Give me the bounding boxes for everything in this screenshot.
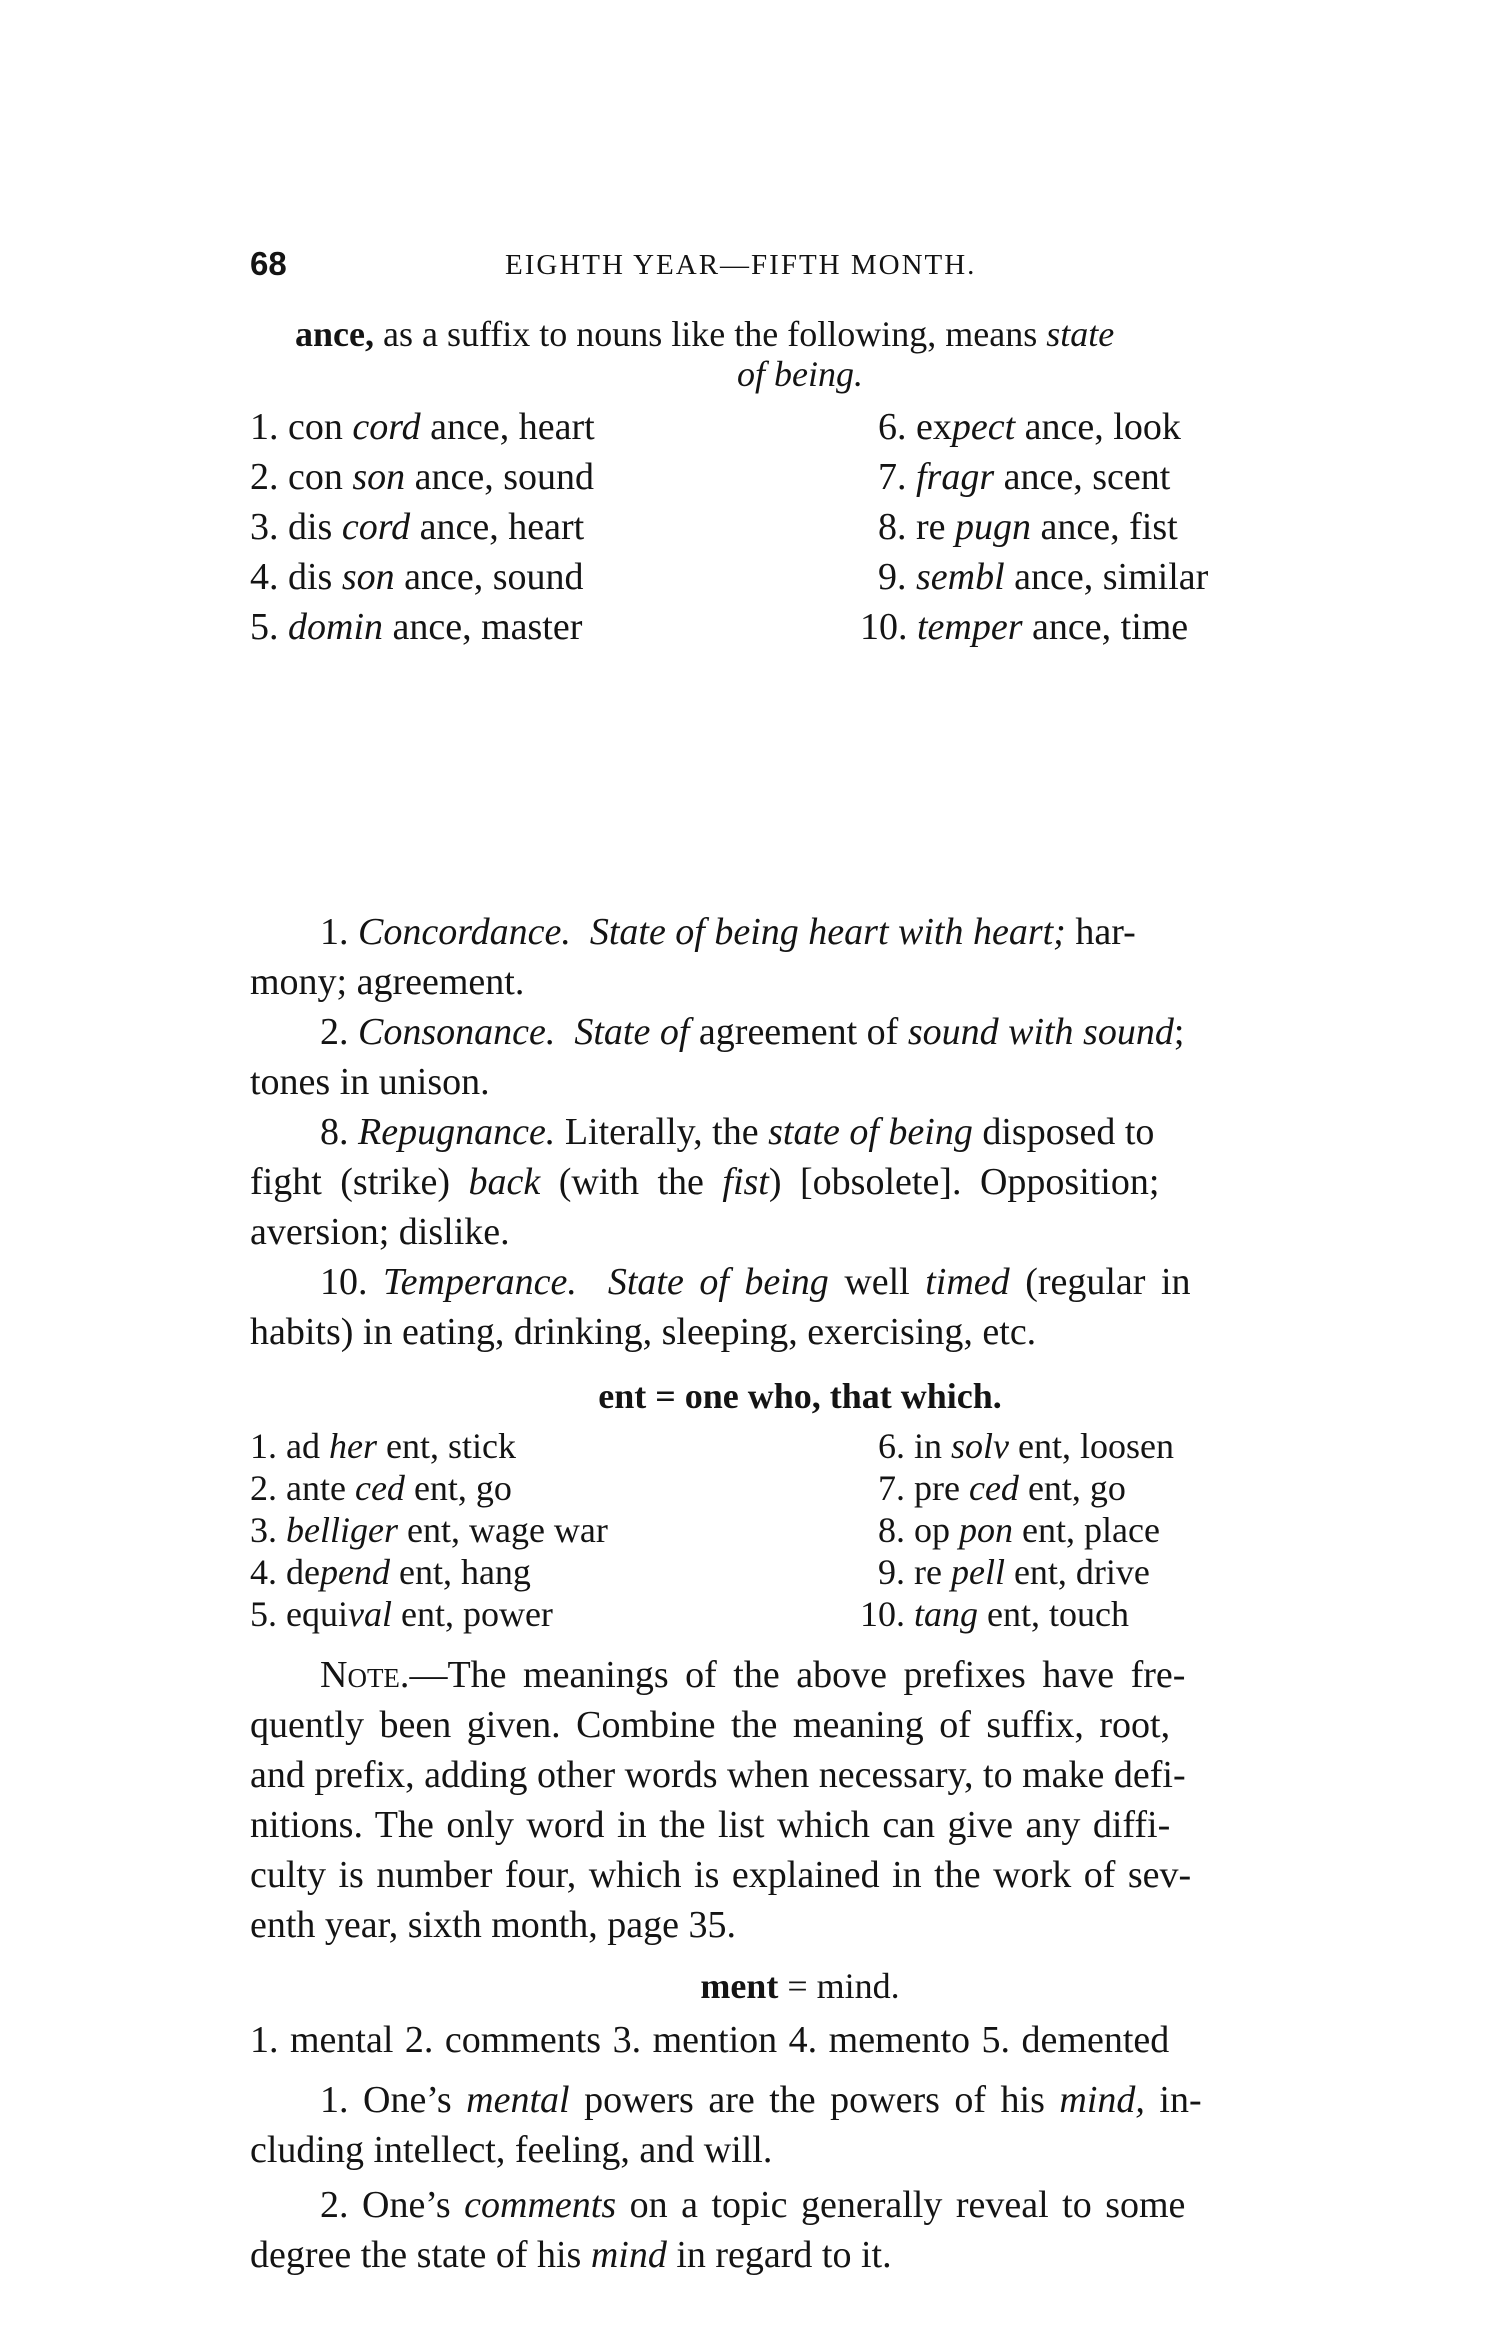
item-root: cord xyxy=(352,406,421,448)
ment-p2-line2 xyxy=(250,2230,892,2280)
ance-list-item xyxy=(250,605,582,649)
def-text: ) [obsolete]. Opposition; xyxy=(768,1161,1160,1203)
ent-list-item xyxy=(878,1425,1174,1467)
item-root: pect xyxy=(951,406,1016,448)
def-em: state of being xyxy=(768,1111,973,1153)
item-suffix: ent, place xyxy=(1013,1510,1160,1550)
def-em: State of xyxy=(574,1011,690,1053)
def-em: State of being heart with heart; xyxy=(589,911,1066,953)
note-line1 xyxy=(320,1650,1185,1700)
item-root: son xyxy=(341,556,395,598)
ance-intro-em: state xyxy=(1046,314,1115,354)
def-em: State of being xyxy=(607,1261,829,1303)
item-number: 10. xyxy=(860,1594,914,1634)
ment-em: comments xyxy=(464,2184,617,2226)
ment-text: 1. One’s xyxy=(320,2079,467,2121)
item-prefix: dis xyxy=(288,506,342,548)
note-line2: quently been given. Combine the meaning of suffix, root, xyxy=(250,1704,1171,1746)
item-prefix: ad xyxy=(286,1426,329,1466)
def-mid: Literally, the xyxy=(555,1111,769,1153)
def-text: fight (strike) xyxy=(250,1161,469,1203)
item-number: 8. xyxy=(878,506,916,548)
item-prefix: ex xyxy=(916,406,952,448)
item-suffix: ance, sound xyxy=(394,556,584,598)
def-mid: agreement of xyxy=(689,1011,908,1053)
ance-term: ance, xyxy=(295,314,374,354)
ance-list-item xyxy=(250,455,594,499)
item-prefix: pre xyxy=(914,1468,969,1508)
item-prefix: de xyxy=(286,1552,320,1592)
ment-p1-line2: cluding intellect, feeling, and will. xyxy=(250,2129,773,2171)
item-root: her xyxy=(328,1426,377,1466)
def-em2: fist xyxy=(722,1161,769,1203)
ment-em: mind xyxy=(590,2234,667,2276)
item-number: 4. xyxy=(250,1552,286,1592)
item-suffix: ance, heart xyxy=(420,406,595,448)
page-number: 68 xyxy=(250,245,287,282)
ent-list-item xyxy=(250,1425,516,1467)
item-number: 2. xyxy=(250,1468,286,1508)
ment-text: in regard to it. xyxy=(666,2234,892,2276)
item-suffix: ance, master xyxy=(383,606,583,648)
item-number: 9. xyxy=(878,1552,914,1592)
item-number: 7. xyxy=(878,1468,914,1508)
item-prefix: con xyxy=(288,406,353,448)
item-suffix: ent, power xyxy=(391,1594,553,1634)
item-suffix: ent, hang xyxy=(389,1552,531,1592)
def-word: Consonance. xyxy=(358,1011,556,1053)
def-temperance-line2: habits) in eating, drinking, sleeping, exercising, etc. xyxy=(250,1311,1037,1353)
ment-em: mental xyxy=(466,2079,570,2121)
ment-p1-line1 xyxy=(320,2075,1202,2125)
item-root: fragr xyxy=(916,456,995,498)
note-text: —The meanings of the above prefixes have fre- xyxy=(409,1654,1186,1696)
ance-list-item xyxy=(250,405,595,449)
item-suffix: ent, wage war xyxy=(397,1510,608,1550)
ment-text: on a topic generally reveal to some xyxy=(616,2184,1186,2226)
item-number: 3. xyxy=(250,1510,286,1550)
def-mid2: disposed to xyxy=(972,1111,1155,1153)
ment-text: in- xyxy=(1144,2079,1202,2121)
def-consonance-line1 xyxy=(320,1007,1184,1057)
note-label: Note. xyxy=(320,1654,410,1696)
item-suffix: ance, look xyxy=(1015,406,1181,448)
def-mid: well xyxy=(828,1261,926,1303)
ance-list-item xyxy=(860,605,1188,649)
ent-list-item xyxy=(250,1467,512,1509)
item-prefix: op xyxy=(914,1510,959,1550)
ance-list-item xyxy=(250,505,584,549)
def-number: 8. xyxy=(320,1111,358,1153)
item-prefix: re xyxy=(916,506,956,548)
ent-list-item xyxy=(250,1593,553,1635)
item-root: temper xyxy=(917,606,1023,648)
item-prefix: ante xyxy=(286,1468,355,1508)
item-number: 4. xyxy=(250,556,288,598)
item-number: 9. xyxy=(878,556,916,598)
def-repugnance-line1 xyxy=(320,1107,1350,1157)
item-root: tang xyxy=(914,1594,979,1634)
item-number: 1. xyxy=(250,406,288,448)
note-line5: culty is number four, which is explained in the work of sev- xyxy=(250,1854,1192,1896)
item-suffix: ent, go xyxy=(1018,1468,1126,1508)
ment-text: degree the state of his xyxy=(250,2234,591,2276)
item-suffix: ance, fist xyxy=(1031,506,1178,548)
def-repugnance-line3: aversion; dislike. xyxy=(250,1211,510,1253)
ent-list-item xyxy=(878,1467,1126,1509)
def-concordance-line2: mony; agreement. xyxy=(250,961,525,1003)
item-suffix: ance, heart xyxy=(410,506,585,548)
def-word: Temperance. xyxy=(383,1261,577,1303)
item-root: pugn xyxy=(955,506,1032,548)
note-line3: and prefix, adding other words when necessary, to make defi- xyxy=(250,1754,1186,1796)
item-number: 10. xyxy=(860,606,917,648)
item-root: pell xyxy=(950,1552,1005,1592)
note-line4: nitions. The only word in the list which can give any diffi- xyxy=(250,1804,1171,1846)
ment-em2: mind, xyxy=(1059,2079,1145,2121)
ment-heading xyxy=(250,1965,1350,2007)
note-line6: enth year, sixth month, page 35. xyxy=(250,1904,737,1946)
item-suffix: ance, scent xyxy=(994,456,1171,498)
def-concordance-line1 xyxy=(320,907,1136,957)
item-prefix: dis xyxy=(288,556,342,598)
item-suffix: ent, stick xyxy=(376,1426,516,1466)
item-root: belliger xyxy=(286,1510,398,1550)
ent-heading-rest: = one who, that which. xyxy=(646,1376,1002,1416)
item-root: cord xyxy=(341,506,411,548)
def-em2: timed xyxy=(925,1261,1010,1303)
ance-intro-text: as a suffix to nouns like the following, means xyxy=(373,314,1047,354)
item-prefix: equi xyxy=(286,1594,348,1634)
item-number: 3. xyxy=(250,506,288,548)
def-text: (with the xyxy=(540,1161,723,1203)
ment-p2-line1 xyxy=(320,2180,1185,2230)
def-consonance-line2: tones in unison. xyxy=(250,1061,490,1103)
item-suffix: ent, drive xyxy=(1004,1552,1150,1592)
item-number: 5. xyxy=(250,1594,286,1634)
ance-list-item xyxy=(878,505,1178,549)
def-em2: sound with sound xyxy=(907,1011,1174,1053)
def-repugnance-line2 xyxy=(250,1157,1159,1207)
item-suffix: ance, similar xyxy=(1004,556,1209,598)
item-root: domin xyxy=(288,606,383,648)
item-suffix: ance, sound xyxy=(405,456,595,498)
ment-word-list: 1. mental 2. comments 3. mention 4. memento 5. demented xyxy=(250,2019,1170,2061)
item-prefix: in xyxy=(914,1426,952,1466)
item-number: 5. xyxy=(250,606,288,648)
item-root: ced xyxy=(354,1468,405,1508)
ance-list-item xyxy=(878,555,1208,599)
def-em: back xyxy=(468,1161,541,1203)
ment-text: powers are the powers of his xyxy=(569,2079,1060,2121)
ent-term: ent xyxy=(598,1376,647,1416)
ance-list-item xyxy=(250,555,584,599)
def-rest: har- xyxy=(1065,911,1136,953)
item-prefix: re xyxy=(914,1552,951,1592)
item-root: solv xyxy=(951,1426,1010,1466)
def-number: 2. xyxy=(320,1011,358,1053)
item-root: pend xyxy=(319,1552,390,1592)
item-root: val xyxy=(347,1594,392,1634)
item-number: 7. xyxy=(878,456,916,498)
ance-list-item xyxy=(878,405,1181,449)
item-root: sembl xyxy=(916,556,1005,598)
def-word: Repugnance. xyxy=(358,1111,556,1153)
ment-text: 2. One’s xyxy=(320,2184,465,2226)
item-number: 6. xyxy=(878,406,916,448)
def-number: 1. xyxy=(320,911,358,953)
item-suffix: ent, touch xyxy=(978,1594,1129,1634)
item-root: pon xyxy=(959,1510,1013,1550)
item-number: 2. xyxy=(250,456,288,498)
item-prefix: con xyxy=(288,456,353,498)
item-root: son xyxy=(352,456,406,498)
ent-list-item xyxy=(860,1593,1129,1635)
item-number: 1. xyxy=(250,1426,286,1466)
item-number: 8. xyxy=(878,1510,914,1550)
running-title: EIGHTH YEAR—FIFTH MONTH. xyxy=(505,249,977,281)
ent-list-item xyxy=(250,1509,608,1551)
def-mid2: (regular in xyxy=(1009,1261,1191,1303)
def-temperance-line1 xyxy=(320,1257,1191,1307)
def-end: ; xyxy=(1173,1011,1185,1053)
ent-heading xyxy=(250,1375,1350,1417)
def-word: Concordance. xyxy=(358,911,571,953)
ent-list-item xyxy=(250,1551,531,1593)
ent-list-item xyxy=(878,1551,1150,1593)
item-root: ced xyxy=(968,1468,1019,1508)
item-suffix: ent, loosen xyxy=(1009,1426,1174,1466)
ent-list-item xyxy=(878,1509,1160,1551)
item-suffix: ance, time xyxy=(1022,606,1189,648)
def-number: 10. xyxy=(320,1261,383,1303)
item-number: 6. xyxy=(878,1426,914,1466)
ment-term: ment xyxy=(700,1966,779,2006)
ance-list-item xyxy=(878,455,1170,499)
ance-intro xyxy=(295,313,1114,355)
ment-heading-rest: = mind. xyxy=(778,1966,900,2006)
ance-intro-line2: of being. xyxy=(737,354,863,394)
item-suffix: ent, go xyxy=(404,1468,512,1508)
